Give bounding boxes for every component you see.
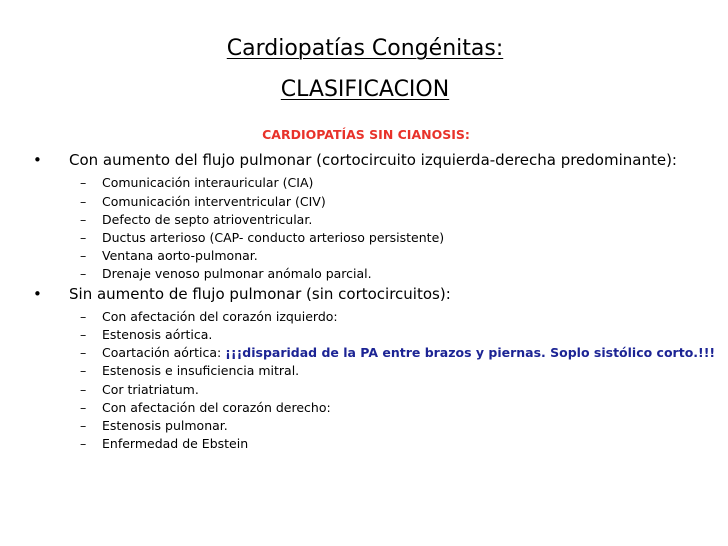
dash-mark: –	[80, 345, 87, 360]
dash-mark: –	[80, 266, 87, 281]
bullet-heading: Sin aumento de flujo pulmonar (sin cortocircuitos):	[69, 285, 451, 303]
slide-title-line-2: CLASIFICACION	[280, 77, 450, 102]
list-item-text: Estenosis e insuficiencia mitral.	[102, 363, 300, 378]
list-item-text: Comunicación interventricular (CIV)	[102, 194, 326, 209]
dash-mark: –	[80, 400, 87, 415]
list-item-text: Ductus arterioso (CAP- conducto arterioso persistente)	[102, 230, 445, 245]
dash-mark: –	[80, 248, 87, 263]
list-item	[80, 345, 715, 361]
list-item	[80, 436, 248, 452]
list-item	[80, 382, 199, 398]
bullet-mark: •	[33, 285, 42, 303]
list-item	[80, 212, 312, 228]
dash-mark: –	[80, 309, 87, 324]
dash-mark: –	[80, 418, 87, 433]
list-item-text: Coartación aórtica:	[102, 345, 226, 360]
dash-mark: –	[80, 212, 87, 227]
list-item-text: Con afectación del corazón izquierdo:	[102, 309, 338, 324]
list-item	[80, 194, 326, 210]
dash-mark: –	[80, 230, 87, 245]
list-item-text: Enfermedad de Ebstein	[102, 436, 249, 451]
list-item	[80, 400, 331, 416]
list-item-text: Estenosis pulmonar.	[102, 418, 228, 433]
list-item	[80, 363, 299, 379]
slide-title-line-1: Cardiopatías Congénitas:	[226, 36, 504, 61]
list-item-text: Comunicación interauricular (CIA)	[102, 175, 314, 190]
bullet-flujo-aumentado	[33, 151, 677, 169]
list-item	[80, 175, 313, 191]
list-item	[80, 248, 258, 264]
bullet-flujo-sin-aumento	[33, 285, 451, 303]
list-item	[80, 230, 444, 246]
list-item-text: Defecto de septo atrioventricular.	[102, 212, 313, 227]
emphasis-note: ¡¡¡disparidad de la PA entre brazos y piernas. Soplo sistólico corto.!!!	[225, 345, 716, 360]
bullet-heading: Con aumento del flujo pulmonar (cortocircuito izquierda-derecha predominante):	[69, 151, 677, 169]
list-item	[80, 309, 338, 325]
dash-mark: –	[80, 382, 87, 397]
list-item	[80, 266, 372, 282]
list-item-text: Cor triatriatum.	[102, 382, 199, 397]
list-item-text: Drenaje venoso pulmonar anómalo parcial.	[102, 266, 372, 281]
section-subtitle: CARDIOPATÍAS SIN CIANOSIS:	[262, 127, 470, 142]
dash-mark: –	[80, 327, 87, 342]
list-item-text: Con afectación del corazón derecho:	[102, 400, 331, 415]
list-item	[80, 327, 212, 343]
dash-mark: –	[80, 363, 87, 378]
dash-mark: –	[80, 175, 87, 190]
list-item-text: Estenosis aórtica.	[102, 327, 213, 342]
dash-mark: –	[80, 194, 87, 209]
list-item-text: Ventana aorto-pulmonar.	[102, 248, 258, 263]
bullet-mark: •	[33, 151, 42, 169]
dash-mark: –	[80, 436, 87, 451]
list-item	[80, 418, 228, 434]
